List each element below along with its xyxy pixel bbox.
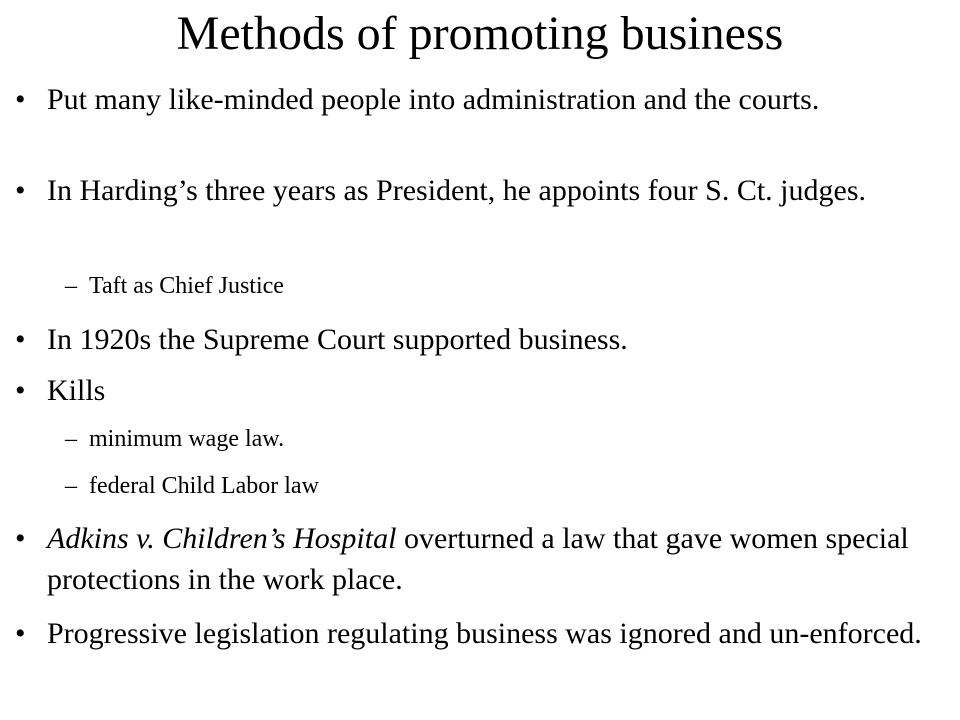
bullet-marker: • [15,83,26,116]
bullet-item [15,319,952,360]
sub-bullet-item [65,424,949,454]
sub-bullet-marker: – [65,473,77,499]
sub-bullet-item [65,271,949,301]
sub-bullet-text: Taft as Chief Justice [89,273,284,299]
bullet-marker: • [15,374,26,407]
sub-bullet-marker: – [65,426,77,452]
bullet-text: In 1920s the Supreme Court supported business. [47,323,628,356]
bullet-text: Progressive legislation regulating business was ignored and un-enforced. [47,617,922,650]
bullet-item [15,79,952,120]
bullet-marker: • [15,617,26,650]
bullet-item [15,370,952,411]
sub-bullet-text: minimum wage law. [89,426,285,452]
bullet-marker: • [15,323,26,356]
bullet-marker: • [15,174,26,207]
bullet-marker: • [15,522,26,555]
bullet-text: overturned a law that gave women special protections in the work place. [47,522,909,596]
slide-title: Methods of promoting business [176,7,784,60]
bullet-item [15,613,952,654]
bullet-text: Put many like-minded people into administration and the courts. [47,83,820,116]
bullet-item [15,170,952,211]
sub-bullet-marker: – [65,273,77,299]
bullet-item [15,518,952,600]
bullet-text: Kills [47,374,106,407]
case-name: Adkins v. Children’s Hospital [47,522,397,555]
bullet-text: In Harding’s three years as President, he appoints four S. Ct. judges. [47,174,867,207]
sub-bullet-text: federal Child Labor law [89,473,319,499]
sub-bullet-item [65,471,949,501]
